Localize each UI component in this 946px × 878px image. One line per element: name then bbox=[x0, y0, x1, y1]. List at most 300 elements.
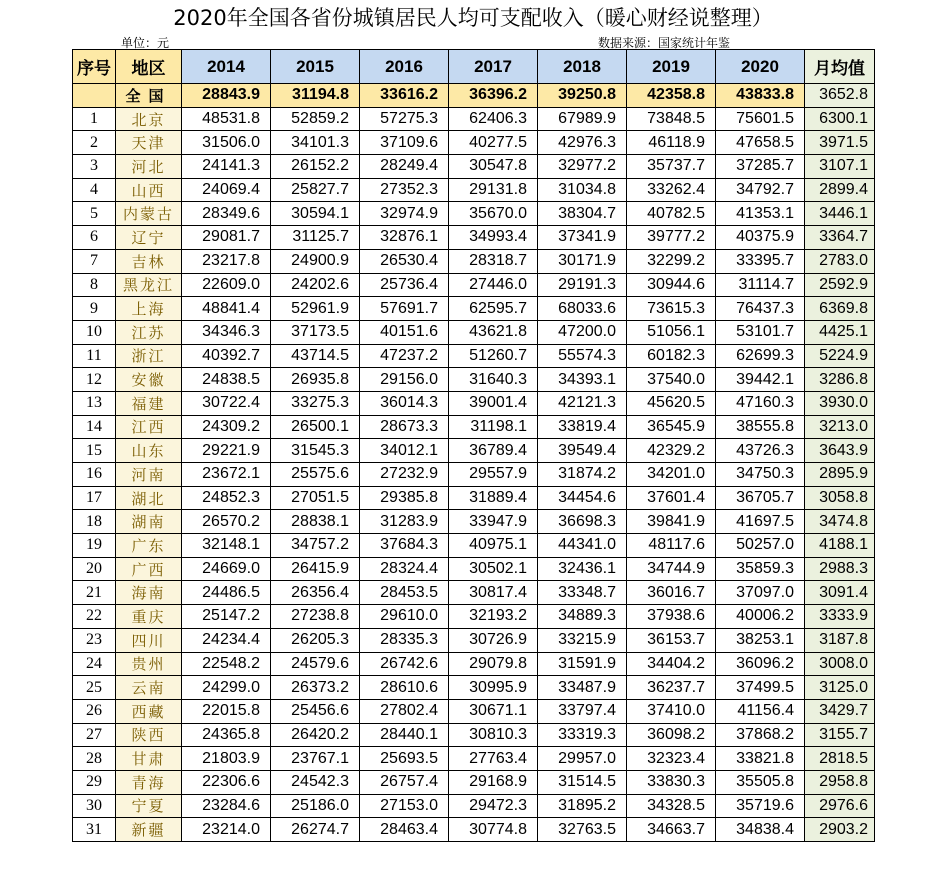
row-value-cell: 26205.3 bbox=[271, 628, 360, 652]
row-area-cell: 广西 bbox=[116, 557, 182, 581]
row-monthly-cell: 2783.0 bbox=[805, 249, 875, 273]
table-row bbox=[73, 676, 875, 700]
unit-label: 单位：元 bbox=[121, 36, 170, 50]
row-seq-cell: 20 bbox=[73, 557, 116, 581]
row-value-cell: 24852.3 bbox=[182, 486, 271, 510]
row-value-cell: 31283.9 bbox=[360, 510, 449, 534]
row-value-cell: 44341.0 bbox=[538, 534, 627, 558]
table-row bbox=[73, 249, 875, 273]
total-value-cell: 31194.8 bbox=[271, 84, 360, 108]
row-value-cell: 28610.6 bbox=[360, 676, 449, 700]
row-area-cell: 云南 bbox=[116, 676, 182, 700]
row-value-cell: 42121.3 bbox=[538, 391, 627, 415]
row-area-cell: 山西 bbox=[116, 178, 182, 202]
income-table bbox=[72, 49, 875, 842]
row-area-cell: 新疆 bbox=[116, 818, 182, 842]
row-value-cell: 50257.0 bbox=[716, 534, 805, 558]
row-value-cell: 33830.3 bbox=[627, 770, 716, 794]
row-value-cell: 26373.2 bbox=[271, 676, 360, 700]
row-value-cell: 30810.3 bbox=[449, 723, 538, 747]
row-value-cell: 37540.0 bbox=[627, 368, 716, 392]
row-value-cell: 24299.0 bbox=[182, 676, 271, 700]
row-value-cell: 34757.2 bbox=[271, 534, 360, 558]
table-row bbox=[73, 226, 875, 250]
table-row bbox=[73, 510, 875, 534]
row-seq-cell: 16 bbox=[73, 463, 116, 487]
row-value-cell: 22609.0 bbox=[182, 273, 271, 297]
row-value-cell: 73848.5 bbox=[627, 107, 716, 131]
row-value-cell: 37410.0 bbox=[627, 699, 716, 723]
row-value-cell: 36545.9 bbox=[627, 415, 716, 439]
row-value-cell: 37938.6 bbox=[627, 605, 716, 629]
row-value-cell: 33487.9 bbox=[538, 676, 627, 700]
total-seq-cell bbox=[73, 84, 116, 108]
table-row bbox=[73, 320, 875, 344]
row-value-cell: 33215.9 bbox=[538, 628, 627, 652]
row-seq-cell: 19 bbox=[73, 534, 116, 558]
total-value-cell: 42358.8 bbox=[627, 84, 716, 108]
row-value-cell: 52859.2 bbox=[271, 107, 360, 131]
row-value-cell: 57691.7 bbox=[360, 297, 449, 321]
row-value-cell: 31114.7 bbox=[716, 273, 805, 297]
row-value-cell: 34101.3 bbox=[271, 131, 360, 155]
row-value-cell: 46118.9 bbox=[627, 131, 716, 155]
table-row bbox=[73, 699, 875, 723]
row-value-cell: 26152.2 bbox=[271, 155, 360, 179]
total-row bbox=[73, 84, 875, 108]
row-seq-cell: 13 bbox=[73, 391, 116, 415]
row-area-cell: 甘肃 bbox=[116, 747, 182, 771]
row-value-cell: 34201.0 bbox=[627, 463, 716, 487]
row-value-cell: 36153.7 bbox=[627, 628, 716, 652]
row-value-cell: 25827.7 bbox=[271, 178, 360, 202]
row-value-cell: 31895.2 bbox=[538, 794, 627, 818]
row-value-cell: 36014.3 bbox=[360, 391, 449, 415]
total-value-cell: 36396.2 bbox=[449, 84, 538, 108]
row-value-cell: 37097.0 bbox=[716, 581, 805, 605]
row-value-cell: 26570.2 bbox=[182, 510, 271, 534]
row-value-cell: 40375.9 bbox=[716, 226, 805, 250]
row-monthly-cell: 2818.5 bbox=[805, 747, 875, 771]
row-value-cell: 35859.3 bbox=[716, 557, 805, 581]
header-cell-seq: 序号 bbox=[73, 50, 116, 84]
row-seq-cell: 31 bbox=[73, 818, 116, 842]
row-value-cell: 48841.4 bbox=[182, 297, 271, 321]
header-cell-monthly: 月均值 bbox=[805, 50, 875, 84]
row-area-cell: 吉林 bbox=[116, 249, 182, 273]
row-area-cell: 宁夏 bbox=[116, 794, 182, 818]
row-monthly-cell: 4188.1 bbox=[805, 534, 875, 558]
row-value-cell: 36237.7 bbox=[627, 676, 716, 700]
table-row bbox=[73, 297, 875, 321]
row-value-cell: 47200.0 bbox=[538, 320, 627, 344]
row-value-cell: 36016.7 bbox=[627, 581, 716, 605]
table-row bbox=[73, 344, 875, 368]
row-seq-cell: 7 bbox=[73, 249, 116, 273]
row-seq-cell: 22 bbox=[73, 605, 116, 629]
row-area-cell: 广东 bbox=[116, 534, 182, 558]
row-value-cell: 32436.1 bbox=[538, 557, 627, 581]
row-value-cell: 38555.8 bbox=[716, 415, 805, 439]
row-value-cell: 32299.2 bbox=[627, 249, 716, 273]
row-value-cell: 28349.6 bbox=[182, 202, 271, 226]
row-value-cell: 26356.4 bbox=[271, 581, 360, 605]
row-value-cell: 48531.8 bbox=[182, 107, 271, 131]
row-value-cell: 37173.5 bbox=[271, 320, 360, 344]
row-value-cell: 29079.8 bbox=[449, 652, 538, 676]
row-value-cell: 24309.2 bbox=[182, 415, 271, 439]
row-value-cell: 34663.7 bbox=[627, 818, 716, 842]
row-value-cell: 57275.3 bbox=[360, 107, 449, 131]
row-value-cell: 22306.6 bbox=[182, 770, 271, 794]
row-seq-cell: 2 bbox=[73, 131, 116, 155]
row-monthly-cell: 3091.4 bbox=[805, 581, 875, 605]
row-value-cell: 37868.2 bbox=[716, 723, 805, 747]
row-value-cell: 33821.8 bbox=[716, 747, 805, 771]
row-value-cell: 28318.7 bbox=[449, 249, 538, 273]
row-area-cell: 浙江 bbox=[116, 344, 182, 368]
row-value-cell: 67989.9 bbox=[538, 107, 627, 131]
row-value-cell: 25186.0 bbox=[271, 794, 360, 818]
row-value-cell: 29557.9 bbox=[449, 463, 538, 487]
row-value-cell: 30726.9 bbox=[449, 628, 538, 652]
row-value-cell: 33819.4 bbox=[538, 415, 627, 439]
row-value-cell: 29385.8 bbox=[360, 486, 449, 510]
row-value-cell: 31198.1 bbox=[449, 415, 538, 439]
row-seq-cell: 14 bbox=[73, 415, 116, 439]
row-value-cell: 27153.0 bbox=[360, 794, 449, 818]
row-value-cell: 30171.9 bbox=[538, 249, 627, 273]
row-value-cell: 43726.3 bbox=[716, 439, 805, 463]
row-value-cell: 34328.5 bbox=[627, 794, 716, 818]
row-value-cell: 35737.7 bbox=[627, 155, 716, 179]
row-value-cell: 36698.3 bbox=[538, 510, 627, 534]
row-value-cell: 23217.8 bbox=[182, 249, 271, 273]
table-row bbox=[73, 368, 875, 392]
row-value-cell: 37285.7 bbox=[716, 155, 805, 179]
row-seq-cell: 11 bbox=[73, 344, 116, 368]
row-area-cell: 北京 bbox=[116, 107, 182, 131]
row-value-cell: 31034.8 bbox=[538, 178, 627, 202]
row-value-cell: 32763.5 bbox=[538, 818, 627, 842]
table-row bbox=[73, 439, 875, 463]
table-row bbox=[73, 107, 875, 131]
row-value-cell: 34889.3 bbox=[538, 605, 627, 629]
row-value-cell: 34750.3 bbox=[716, 463, 805, 487]
table-row bbox=[73, 723, 875, 747]
row-value-cell: 34393.1 bbox=[538, 368, 627, 392]
row-value-cell: 33947.9 bbox=[449, 510, 538, 534]
table-row bbox=[73, 794, 875, 818]
row-seq-cell: 17 bbox=[73, 486, 116, 510]
row-value-cell: 26415.9 bbox=[271, 557, 360, 581]
row-value-cell: 24579.6 bbox=[271, 652, 360, 676]
row-value-cell: 34404.2 bbox=[627, 652, 716, 676]
table-row bbox=[73, 155, 875, 179]
row-monthly-cell: 3643.9 bbox=[805, 439, 875, 463]
row-value-cell: 30995.9 bbox=[449, 676, 538, 700]
row-area-cell: 江苏 bbox=[116, 320, 182, 344]
row-area-cell: 海南 bbox=[116, 581, 182, 605]
header-cell-2018: 2018 bbox=[538, 50, 627, 84]
row-value-cell: 31506.0 bbox=[182, 131, 271, 155]
row-value-cell: 28335.3 bbox=[360, 628, 449, 652]
table-row bbox=[73, 628, 875, 652]
row-value-cell: 37499.5 bbox=[716, 676, 805, 700]
row-value-cell: 33797.4 bbox=[538, 699, 627, 723]
source-label: 数据来源：国家统计年鉴 bbox=[598, 36, 731, 50]
header-cell-2015: 2015 bbox=[271, 50, 360, 84]
row-value-cell: 29957.0 bbox=[538, 747, 627, 771]
row-seq-cell: 26 bbox=[73, 699, 116, 723]
row-value-cell: 30944.6 bbox=[627, 273, 716, 297]
row-monthly-cell: 3930.0 bbox=[805, 391, 875, 415]
row-monthly-cell: 3364.7 bbox=[805, 226, 875, 250]
row-seq-cell: 8 bbox=[73, 273, 116, 297]
row-value-cell: 28440.1 bbox=[360, 723, 449, 747]
row-value-cell: 26757.4 bbox=[360, 770, 449, 794]
row-seq-cell: 10 bbox=[73, 320, 116, 344]
header-cell-2016: 2016 bbox=[360, 50, 449, 84]
row-monthly-cell: 3187.8 bbox=[805, 628, 875, 652]
row-seq-cell: 1 bbox=[73, 107, 116, 131]
row-value-cell: 25456.6 bbox=[271, 699, 360, 723]
row-value-cell: 36705.7 bbox=[716, 486, 805, 510]
table-row bbox=[73, 534, 875, 558]
row-value-cell: 25736.4 bbox=[360, 273, 449, 297]
row-seq-cell: 3 bbox=[73, 155, 116, 179]
row-monthly-cell: 3008.0 bbox=[805, 652, 875, 676]
total-value-cell: 43833.8 bbox=[716, 84, 805, 108]
row-value-cell: 39549.4 bbox=[538, 439, 627, 463]
row-value-cell: 23214.0 bbox=[182, 818, 271, 842]
row-value-cell: 25147.2 bbox=[182, 605, 271, 629]
table-row bbox=[73, 818, 875, 842]
row-value-cell: 29610.0 bbox=[360, 605, 449, 629]
row-seq-cell: 5 bbox=[73, 202, 116, 226]
row-value-cell: 51056.1 bbox=[627, 320, 716, 344]
row-value-cell: 29221.9 bbox=[182, 439, 271, 463]
row-value-cell: 32148.1 bbox=[182, 534, 271, 558]
row-area-cell: 陕西 bbox=[116, 723, 182, 747]
row-value-cell: 38253.1 bbox=[716, 628, 805, 652]
row-value-cell: 24900.9 bbox=[271, 249, 360, 273]
row-area-cell: 辽宁 bbox=[116, 226, 182, 250]
table-row bbox=[73, 581, 875, 605]
row-area-cell: 内蒙古 bbox=[116, 202, 182, 226]
row-value-cell: 33319.3 bbox=[538, 723, 627, 747]
row-seq-cell: 24 bbox=[73, 652, 116, 676]
row-value-cell: 24234.4 bbox=[182, 628, 271, 652]
row-value-cell: 29472.3 bbox=[449, 794, 538, 818]
table-row bbox=[73, 605, 875, 629]
row-value-cell: 34838.4 bbox=[716, 818, 805, 842]
row-value-cell: 24838.5 bbox=[182, 368, 271, 392]
table-row bbox=[73, 415, 875, 439]
row-value-cell: 24202.6 bbox=[271, 273, 360, 297]
row-area-cell: 江西 bbox=[116, 415, 182, 439]
row-value-cell: 41156.4 bbox=[716, 699, 805, 723]
row-value-cell: 40782.5 bbox=[627, 202, 716, 226]
row-seq-cell: 4 bbox=[73, 178, 116, 202]
row-value-cell: 33262.4 bbox=[627, 178, 716, 202]
row-seq-cell: 28 bbox=[73, 747, 116, 771]
row-monthly-cell: 6300.1 bbox=[805, 107, 875, 131]
table-row bbox=[73, 273, 875, 297]
row-monthly-cell: 3286.8 bbox=[805, 368, 875, 392]
row-area-cell: 四川 bbox=[116, 628, 182, 652]
row-value-cell: 30547.8 bbox=[449, 155, 538, 179]
row-seq-cell: 23 bbox=[73, 628, 116, 652]
table-row bbox=[73, 178, 875, 202]
row-value-cell: 30502.1 bbox=[449, 557, 538, 581]
row-value-cell: 26500.1 bbox=[271, 415, 360, 439]
header-cell-2020: 2020 bbox=[716, 50, 805, 84]
row-area-cell: 贵州 bbox=[116, 652, 182, 676]
row-value-cell: 26530.4 bbox=[360, 249, 449, 273]
table-row bbox=[73, 486, 875, 510]
row-value-cell: 30671.1 bbox=[449, 699, 538, 723]
row-value-cell: 73615.3 bbox=[627, 297, 716, 321]
row-value-cell: 62406.3 bbox=[449, 107, 538, 131]
row-value-cell: 27446.0 bbox=[449, 273, 538, 297]
row-area-cell: 湖南 bbox=[116, 510, 182, 534]
row-value-cell: 62699.3 bbox=[716, 344, 805, 368]
row-monthly-cell: 2976.6 bbox=[805, 794, 875, 818]
row-area-cell: 黑龙江 bbox=[116, 273, 182, 297]
row-area-cell: 山东 bbox=[116, 439, 182, 463]
row-value-cell: 28673.3 bbox=[360, 415, 449, 439]
row-seq-cell: 29 bbox=[73, 770, 116, 794]
row-value-cell: 31514.5 bbox=[538, 770, 627, 794]
row-seq-cell: 12 bbox=[73, 368, 116, 392]
row-value-cell: 35670.0 bbox=[449, 202, 538, 226]
row-value-cell: 28463.4 bbox=[360, 818, 449, 842]
row-seq-cell: 18 bbox=[73, 510, 116, 534]
row-value-cell: 35505.8 bbox=[716, 770, 805, 794]
table-row bbox=[73, 747, 875, 771]
row-monthly-cell: 3125.0 bbox=[805, 676, 875, 700]
row-area-cell: 河南 bbox=[116, 463, 182, 487]
row-value-cell: 39777.2 bbox=[627, 226, 716, 250]
row-value-cell: 60182.3 bbox=[627, 344, 716, 368]
table-row bbox=[73, 770, 875, 794]
row-seq-cell: 9 bbox=[73, 297, 116, 321]
row-value-cell: 22548.2 bbox=[182, 652, 271, 676]
row-value-cell: 24069.4 bbox=[182, 178, 271, 202]
row-value-cell: 38304.7 bbox=[538, 202, 627, 226]
row-value-cell: 29168.9 bbox=[449, 770, 538, 794]
row-value-cell: 24365.8 bbox=[182, 723, 271, 747]
row-value-cell: 26935.8 bbox=[271, 368, 360, 392]
row-value-cell: 39001.4 bbox=[449, 391, 538, 415]
row-value-cell: 43714.5 bbox=[271, 344, 360, 368]
row-value-cell: 34792.7 bbox=[716, 178, 805, 202]
table-row bbox=[73, 391, 875, 415]
row-value-cell: 41697.5 bbox=[716, 510, 805, 534]
row-area-cell: 上海 bbox=[116, 297, 182, 321]
row-value-cell: 24486.5 bbox=[182, 581, 271, 605]
row-value-cell: 29156.0 bbox=[360, 368, 449, 392]
row-value-cell: 47237.2 bbox=[360, 344, 449, 368]
total-area-cell: 全国 bbox=[116, 84, 182, 108]
row-monthly-cell: 3474.8 bbox=[805, 510, 875, 534]
row-value-cell: 36098.2 bbox=[627, 723, 716, 747]
row-value-cell: 40975.1 bbox=[449, 534, 538, 558]
row-value-cell: 62595.7 bbox=[449, 297, 538, 321]
row-value-cell: 29081.7 bbox=[182, 226, 271, 250]
row-value-cell: 30594.1 bbox=[271, 202, 360, 226]
row-monthly-cell: 2958.8 bbox=[805, 770, 875, 794]
row-value-cell: 34346.3 bbox=[182, 320, 271, 344]
row-value-cell: 47658.5 bbox=[716, 131, 805, 155]
row-value-cell: 24542.3 bbox=[271, 770, 360, 794]
row-value-cell: 25693.5 bbox=[360, 747, 449, 771]
row-area-cell: 安徽 bbox=[116, 368, 182, 392]
total-value-cell: 28843.9 bbox=[182, 84, 271, 108]
row-value-cell: 27232.9 bbox=[360, 463, 449, 487]
total-value-cell: 33616.2 bbox=[360, 84, 449, 108]
row-value-cell: 51260.7 bbox=[449, 344, 538, 368]
row-value-cell: 31874.2 bbox=[538, 463, 627, 487]
row-value-cell: 26420.2 bbox=[271, 723, 360, 747]
row-value-cell: 75601.5 bbox=[716, 107, 805, 131]
row-value-cell: 28324.4 bbox=[360, 557, 449, 581]
row-value-cell: 27238.8 bbox=[271, 605, 360, 629]
row-monthly-cell: 2895.9 bbox=[805, 463, 875, 487]
row-value-cell: 34744.9 bbox=[627, 557, 716, 581]
row-value-cell: 28453.5 bbox=[360, 581, 449, 605]
row-monthly-cell: 3971.5 bbox=[805, 131, 875, 155]
row-seq-cell: 15 bbox=[73, 439, 116, 463]
row-value-cell: 32193.2 bbox=[449, 605, 538, 629]
table-row bbox=[73, 652, 875, 676]
row-value-cell: 40392.7 bbox=[182, 344, 271, 368]
row-value-cell: 32323.4 bbox=[627, 747, 716, 771]
row-value-cell: 24141.3 bbox=[182, 155, 271, 179]
row-value-cell: 42329.2 bbox=[627, 439, 716, 463]
row-value-cell: 34012.1 bbox=[360, 439, 449, 463]
row-area-cell: 福建 bbox=[116, 391, 182, 415]
row-monthly-cell: 2988.3 bbox=[805, 557, 875, 581]
page-title: 2020年全国各省份城镇居民人均可支配收入（暖心财经说整理） bbox=[173, 6, 773, 30]
header-cell-area: 地区 bbox=[116, 50, 182, 84]
row-value-cell: 36096.2 bbox=[716, 652, 805, 676]
row-value-cell: 55574.3 bbox=[538, 344, 627, 368]
row-area-cell: 西藏 bbox=[116, 699, 182, 723]
row-value-cell: 34454.6 bbox=[538, 486, 627, 510]
row-seq-cell: 27 bbox=[73, 723, 116, 747]
row-value-cell: 27763.4 bbox=[449, 747, 538, 771]
row-value-cell: 27352.3 bbox=[360, 178, 449, 202]
row-area-cell: 天津 bbox=[116, 131, 182, 155]
row-monthly-cell: 3333.9 bbox=[805, 605, 875, 629]
row-value-cell: 39841.9 bbox=[627, 510, 716, 534]
row-value-cell: 35719.6 bbox=[716, 794, 805, 818]
row-seq-cell: 21 bbox=[73, 581, 116, 605]
row-value-cell: 41353.1 bbox=[716, 202, 805, 226]
row-value-cell: 26742.6 bbox=[360, 652, 449, 676]
row-value-cell: 28249.4 bbox=[360, 155, 449, 179]
row-value-cell: 25575.6 bbox=[271, 463, 360, 487]
row-value-cell: 24669.0 bbox=[182, 557, 271, 581]
row-value-cell: 40151.6 bbox=[360, 320, 449, 344]
row-value-cell: 23767.1 bbox=[271, 747, 360, 771]
table-row bbox=[73, 463, 875, 487]
row-seq-cell: 30 bbox=[73, 794, 116, 818]
row-value-cell: 27802.4 bbox=[360, 699, 449, 723]
row-value-cell: 33275.3 bbox=[271, 391, 360, 415]
